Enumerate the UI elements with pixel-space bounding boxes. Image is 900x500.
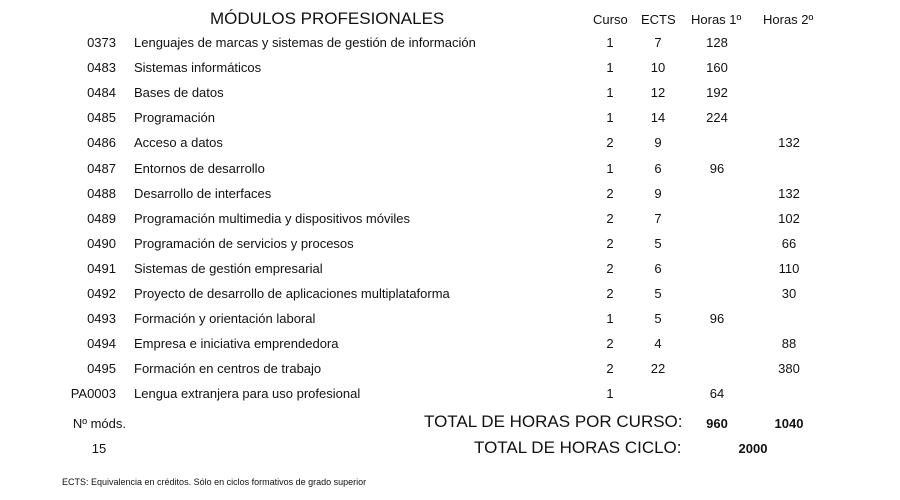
module-code: PA0003: [70, 386, 116, 402]
table-row: [0, 361, 900, 386]
module-curso: 2: [606, 336, 614, 352]
module-horas-1: 96: [709, 160, 725, 176]
footnote: ECTS: Equivalencia en créditos. Sólo en ciclos formativos de grado superior: [62, 477, 367, 487]
module-horas-1: 192: [706, 85, 728, 101]
num-modules-label: Nº móds.: [72, 416, 126, 431]
module-name: Desarrollo de interfaces: [134, 185, 272, 201]
module-name: Programación multimedia y dispositivos móviles: [134, 210, 410, 226]
header-curso: Curso: [593, 12, 628, 27]
table-row: [0, 60, 900, 85]
module-code: 0492: [87, 286, 116, 301]
module-code: 0491: [87, 260, 116, 276]
module-horas-1: 64: [709, 386, 725, 402]
header-ects: ECTS: [641, 12, 676, 27]
module-ects: 7: [654, 210, 662, 226]
module-name: Entornos de desarrollo: [134, 160, 265, 176]
module-horas-2: 110: [778, 260, 800, 276]
module-curso: 1: [606, 160, 614, 176]
module-code: 0485: [87, 110, 116, 126]
module-horas-2: 88: [781, 336, 797, 352]
module-curso: 2: [606, 135, 614, 151]
module-ects: 9: [654, 135, 662, 151]
total-ciclo-value: 2000: [738, 441, 768, 456]
module-ects: 10: [650, 60, 666, 76]
module-ects: 5: [654, 235, 662, 251]
module-code: 0484: [87, 85, 116, 101]
table-row: [0, 286, 900, 311]
module-ects: 9: [654, 185, 662, 201]
module-name: Sistemas informáticos: [134, 60, 262, 76]
table-row: [0, 311, 900, 336]
module-code: 0487: [87, 160, 116, 176]
module-code: 0483: [87, 60, 116, 76]
total-curso-2-value: 1040: [774, 416, 804, 431]
module-name: Programación: [134, 110, 215, 126]
module-curso: 2: [606, 260, 614, 276]
table-row: [0, 186, 900, 211]
module-horas-2: 102: [778, 210, 800, 226]
table-row: [0, 261, 900, 286]
module-horas-2: 132: [778, 135, 800, 151]
module-name: Sistemas de gestión empresarial: [134, 260, 323, 276]
module-code: 0495: [87, 361, 116, 377]
module-ects: 22: [650, 361, 666, 377]
module-ects: 7: [654, 35, 662, 50]
module-curso: 1: [606, 110, 614, 126]
module-name: Empresa e iniciativa emprendedora: [134, 336, 339, 352]
num-modules-value: 15: [91, 441, 107, 456]
table-row: [0, 236, 900, 261]
module-curso: 1: [606, 311, 614, 327]
table-row: [0, 211, 900, 236]
module-ects: 6: [654, 260, 662, 276]
module-name: Lengua extranjera para uso profesional: [134, 386, 361, 402]
module-name: Acceso a datos: [134, 135, 223, 151]
page-title: MÓDULOS PROFESIONALES: [210, 9, 445, 28]
module-curso: 1: [606, 60, 614, 76]
module-code: 0373: [87, 35, 116, 50]
module-name: Bases de datos: [134, 85, 224, 101]
total-curso-label: TOTAL DE HORAS POR CURSO:: [424, 412, 683, 431]
module-curso: 2: [606, 361, 614, 377]
module-horas-2: 380: [778, 361, 800, 377]
table-row: [0, 161, 900, 186]
module-code: 0488: [87, 185, 116, 201]
table-row: [0, 386, 900, 411]
module-horas-1: 96: [709, 311, 725, 327]
header-horas-1: Horas 1º: [691, 12, 742, 27]
total-ciclo-label: TOTAL DE HORAS CICLO:: [474, 438, 682, 457]
module-ects: 12: [650, 85, 666, 101]
module-ects: 14: [650, 110, 666, 126]
module-horas-2: 66: [781, 235, 797, 251]
module-ects: 5: [654, 286, 662, 301]
module-name: Lenguajes de marcas y sistemas de gestión de información: [134, 35, 476, 50]
module-ects: 6: [654, 160, 662, 176]
module-code: 0486: [87, 135, 116, 151]
module-ects: 4: [654, 336, 662, 352]
table-row: [0, 85, 900, 110]
total-curso-1-value: 960: [706, 416, 728, 431]
module-horas-2: 30: [781, 286, 797, 301]
module-code: 0493: [87, 311, 116, 327]
module-code: 0490: [87, 235, 116, 251]
module-curso: 2: [606, 235, 614, 251]
module-name: Formación y orientación laboral: [134, 311, 316, 327]
module-name: Formación en centros de trabajo: [134, 361, 322, 377]
module-curso: 2: [606, 210, 614, 226]
module-curso: 1: [606, 386, 614, 402]
table-row: [0, 35, 900, 60]
module-horas-1: 224: [706, 110, 728, 126]
table-row: [0, 110, 900, 135]
module-curso: 1: [606, 85, 614, 101]
module-name: Programación de servicios y procesos: [134, 235, 354, 251]
module-horas-1: 160: [706, 60, 728, 76]
table-row: [0, 135, 900, 160]
module-curso: 1: [606, 35, 614, 50]
module-horas-1: 128: [706, 35, 728, 50]
module-code: 0489: [87, 210, 116, 226]
header-horas-2: Horas 2º: [763, 12, 814, 27]
module-ects: 5: [654, 311, 662, 327]
module-code: 0494: [87, 336, 116, 352]
module-horas-2: 132: [778, 185, 800, 201]
module-curso: 2: [606, 185, 614, 201]
table-row: [0, 336, 900, 361]
module-curso: 2: [606, 286, 614, 301]
module-name: Proyecto de desarrollo de aplicaciones multiplataforma: [134, 286, 450, 301]
